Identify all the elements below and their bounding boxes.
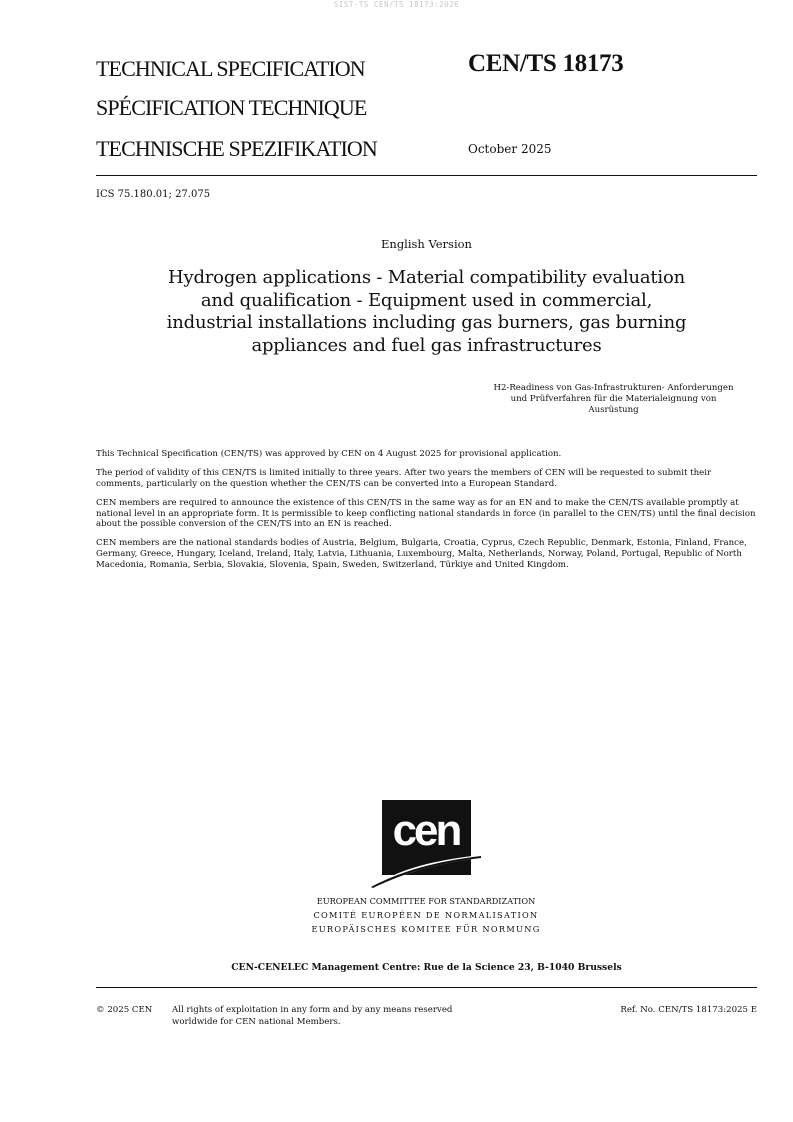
approval-text: [96, 449, 759, 579]
spec-type-german: TECHNISCHE SPEZIFIKATION: [96, 136, 377, 161]
title-line: industrial installations including gas burners, gas burning: [166, 312, 687, 333]
committee-name-german: EUROPÄISCHES KOMITEE FÜR NORMUNG: [311, 924, 541, 934]
document-title: [96, 267, 757, 357]
title-line: and qualification - Equipment used in commercial,: [200, 289, 653, 311]
paragraph-members: CEN members are the national standards bodies of Austria, Belgium, Bulgaria, Croatia, Cyprus, Czech Republic, Denmark, Estonia, Finland, France, Germany, Greece, Hungary, Iceland, Ireland, Italy, Latvia, Lithuania, Luxembourg, Malta, Netherlands, Norway, Poland, Portugal, Republic of North Macedonia, Romania, Serbia, Slovakia, Slovenia, Spain, Sweden, Switzerland, Türkiye and United Kingdom.: [96, 538, 747, 570]
spec-type-english: TECHNICAL SPECIFICATION: [96, 56, 365, 81]
title-line: Hydrogen applications - Material compatibility evaluation: [167, 267, 686, 288]
rights-line: All rights of exploitation in any form and by any means reserved: [172, 1005, 453, 1015]
watermark-text: SIST-TS CEN/TS 18173:2026: [333, 0, 460, 9]
rights-line: worldwide for CEN national Members.: [172, 1016, 341, 1027]
ics-code: ICS 75.180.01; 27.075: [96, 189, 211, 200]
copyright-notice: © 2025 CEN: [96, 1005, 153, 1015]
spec-type-french: SPÉCIFICATION TECHNIQUE: [96, 95, 367, 120]
reference-number: Ref. No. CEN/TS 18173:2025 E: [620, 1005, 757, 1015]
german-title-line: Ausrüstung: [588, 405, 639, 415]
committee-name-french: COMITÉ EUROPÉEN DE NORMALISATION: [313, 910, 539, 920]
cen-logo-icon: [371, 800, 482, 888]
header-divider: [96, 175, 757, 176]
footer-divider: [96, 987, 757, 988]
rights-statement: [172, 1005, 492, 1028]
management-centre-address: CEN-CENELEC Management Centre: Rue de la Science 23, B-1040 Brussels: [231, 962, 622, 973]
committee-name-english: EUROPEAN COMMITTEE FOR STANDARDIZATION: [316, 896, 536, 906]
paragraph-validity: The period of validity of this CEN/TS is limited initially to three years. After two years the members of CEN will be requested to submit their comments, particularly on the question whether the CEN/TS can be converted into a European Standard.: [96, 468, 712, 489]
paragraph-approval: This Technical Specification (CEN/TS) was approved by CEN on 4 August 2025 for provisional application.: [96, 449, 562, 459]
language-version: English Version: [381, 237, 472, 251]
title-line: appliances and fuel gas infrastructures: [251, 334, 602, 356]
german-title-line: H2-Readiness von Gas-Infrastrukturen- Anforderungen: [493, 383, 734, 393]
document-number: CEN/TS 18173: [468, 50, 624, 77]
german-title: [470, 383, 757, 416]
german-title-line: und Prüfverfahren für die Materialeignung von: [510, 394, 717, 404]
paragraph-obligations: CEN members are required to announce the existence of this CEN/TS in the same way as for an EN and to make the CEN/TS available promptly at national level in an appropriate form. It is permissible to keep conflicting national standards in force (in parallel to the CEN/TS) until the final decision about the possible conversion of the CEN/TS into an EN is reached.: [96, 497, 756, 530]
publication-date: October 2025: [468, 142, 552, 156]
logo-wordmark: cen: [392, 806, 460, 855]
